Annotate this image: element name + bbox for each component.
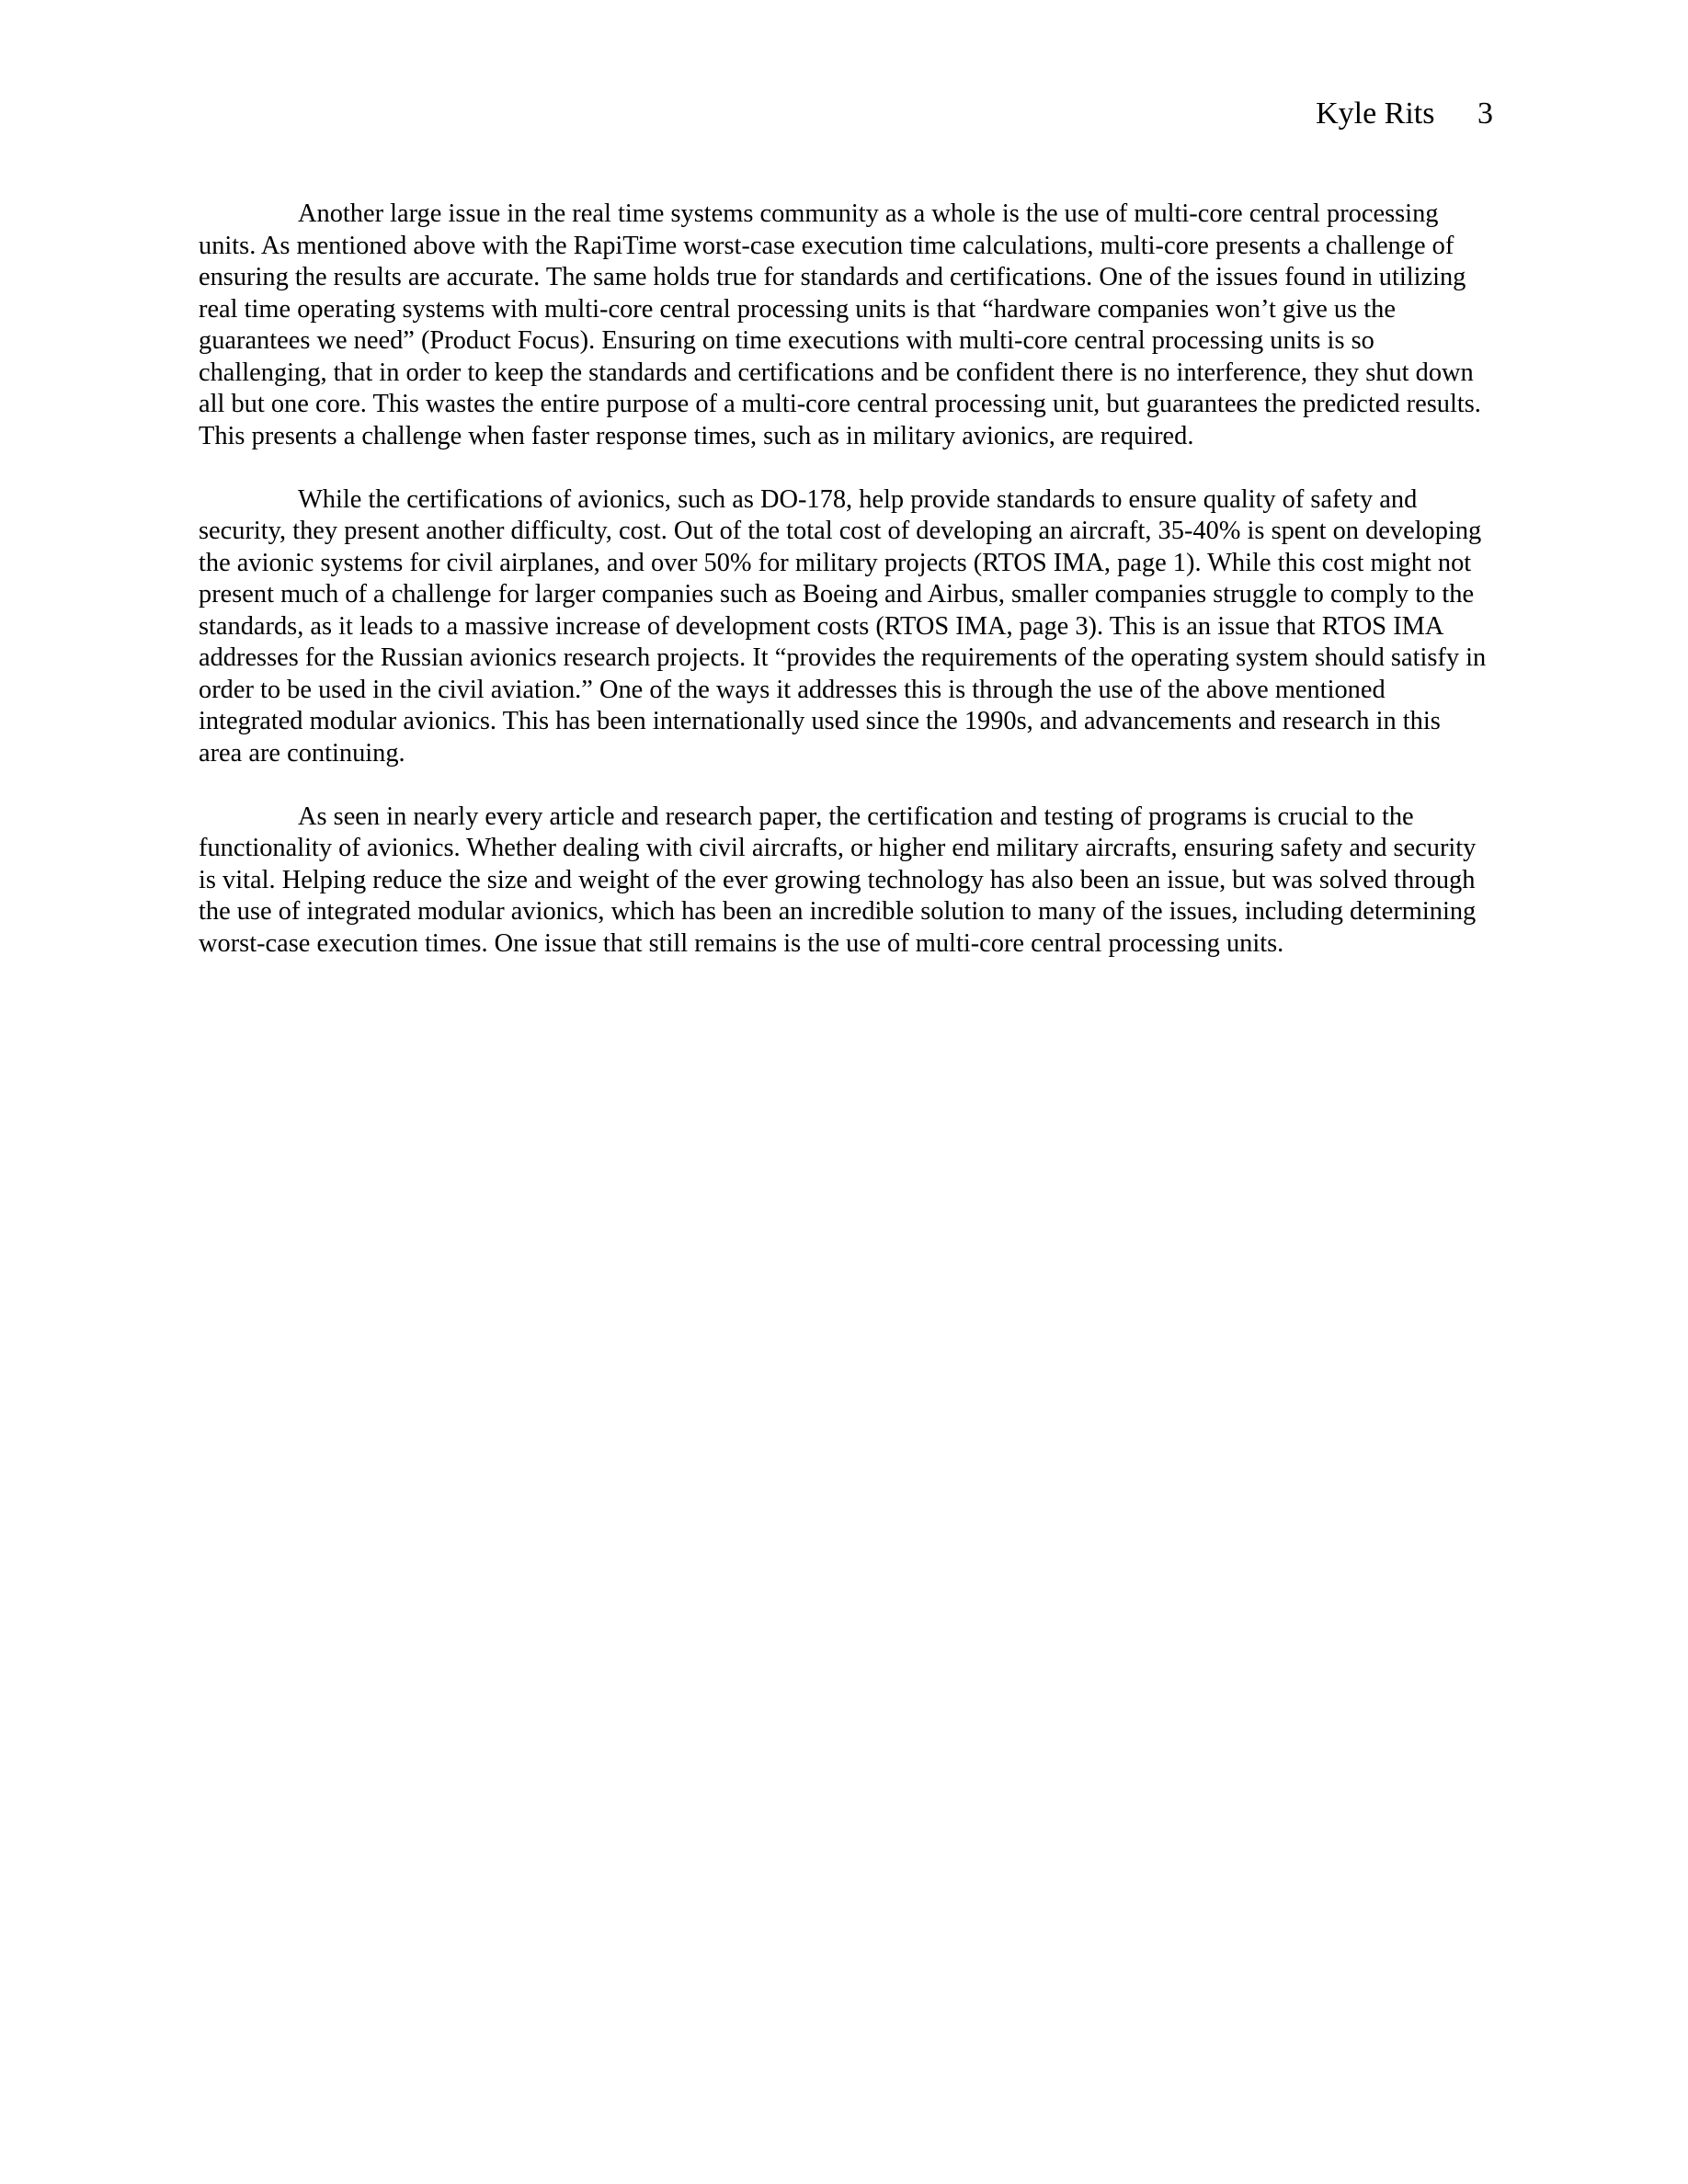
body-text — [199, 199, 1489, 992]
header-author: Kyle Rits — [1316, 97, 1435, 131]
paragraph-2: While the certifications of avionics, such as DO-178, help provide standards to ensure quality of safety and security, they present another difficulty, cost. Out of the total cost of developing an aircraft, 35-40% is spent on developing the avionic systems for civil airplanes, and over 50% for military projects (RTOS IMA, page 1). While this cost might not present much of a challenge for larger companies such as Boeing and Airbus, smaller companies struggle to comply to the standards, as it leads to a massive increase of development costs (RTOS IMA, page 3). This is an issue that RTOS IMA addresses for the Russian avionics research projects. It “provides the requirements of the operating system should satisfy in order to be used in the civil aviation.” One of the ways it addresses this is through the use of the above mentioned integrated modular avionics. This has been internationally used since the 1990s, and advancements and research in this area are continuing. — [199, 484, 1487, 768]
paragraph-3: As seen in nearly every article and research paper, the certification and testing of programs is crucial to the functionality of avionics. Whether dealing with civil aircrafts, or higher end military aircrafts, ensuring safety and security is vital. Helping reduce the size and weight of the ever growing technology has also been an issue, but was solved through the use of integrated modular avionics, which has been an incredible solution to many of the issues, including determining worst-case execution times. One issue that still remains is the use of multi-core central processing units. — [199, 802, 1477, 958]
paragraph-1: Another large issue in the real time systems community as a whole is the use of multi-core central processing units. As mentioned above with the RapiTime worst-case execution time calculations, multi-core presents a challenge of ensuring the results are accurate. The same holds true for standards and certifications. One of the issues found in utilizing real time operating systems with multi-core central processing units is that “hardware companies won’t give us the guarantees we need” (Product Focus). Ensuring on time executions with multi-core central processing units is so challenging, that in order to keep the standards and certifications and be confident there is no interference, they shut down all but one core. This wastes the entire purpose of a multi-core central processing unit, but guarantees the predicted results. This presents a challenge when faster response times, such as in military avionics, are required. — [199, 199, 1481, 450]
running-head — [1316, 96, 1493, 132]
page-number: 3 — [1477, 97, 1493, 131]
